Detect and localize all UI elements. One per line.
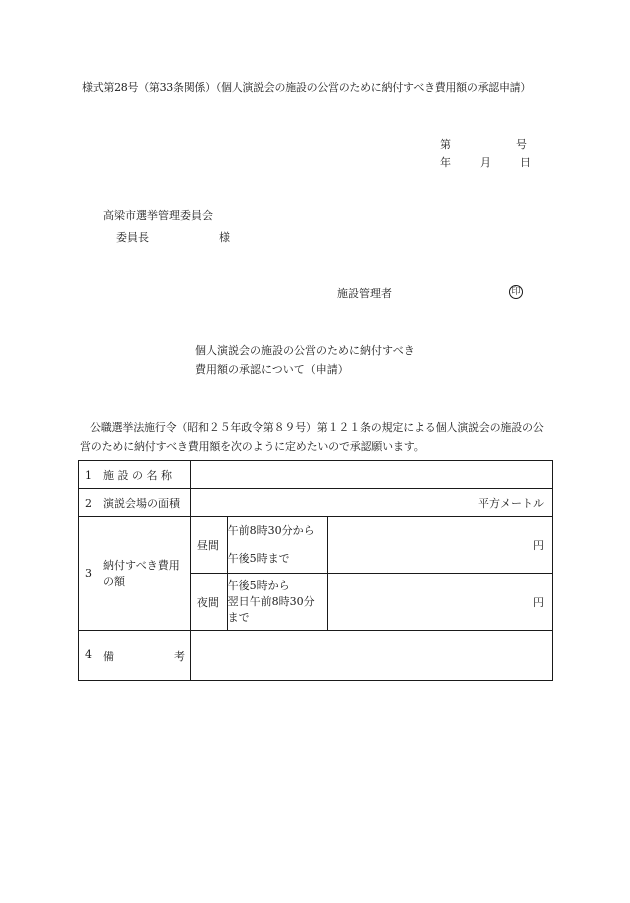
row4-label-cell: [79, 631, 191, 681]
row1-number: 1: [85, 468, 92, 482]
doc-number-prefix: 第: [440, 138, 451, 151]
subject-line-2: 費用額の承認について（申請）: [195, 363, 349, 376]
day-from: 午前8時30分から: [227, 524, 315, 537]
row3-number: 3: [85, 567, 92, 580]
area-unit: 平方メートル: [478, 496, 544, 510]
date-day: 日: [520, 156, 531, 169]
facility-name-value[interactable]: [190, 461, 552, 489]
row4-label-b: 考: [174, 649, 185, 663]
row4-number: 4: [85, 647, 92, 661]
night-time-range: [227, 574, 328, 631]
day-fee-unit: 円: [533, 539, 544, 552]
day-label: 昼間: [190, 517, 227, 574]
row2-label-cell: [79, 489, 191, 517]
document-date: [440, 157, 531, 168]
doc-number-suffix: 号: [516, 138, 527, 151]
night-fee-unit: 円: [533, 596, 544, 609]
remarks-value[interactable]: [190, 631, 552, 681]
date-month: 月: [480, 156, 491, 169]
subject-line-1: 個人演説会の施設の公営のために納付すべき: [195, 344, 415, 357]
addressee-organization: 高梁市選挙管理委員会: [103, 209, 213, 222]
row2-label: 演説会場の面積: [103, 496, 180, 510]
row3-label: 納付すべき費用の額: [103, 558, 180, 588]
table-row-facility-name: [79, 461, 553, 489]
row1-label-cell: [79, 461, 191, 489]
row4-label-a: 備: [103, 649, 114, 663]
addressee-chair: 委員長: [116, 231, 149, 244]
hall-area-value[interactable]: [190, 489, 552, 517]
body-paragraph: 公職選挙法施行令（昭和２５年政令第８９号）第１２１条の規定による個人演説会の施設の公営のために納付すべき費用額を次のように定めたいので承認願います。: [80, 421, 544, 453]
night-label: 夜間: [190, 574, 227, 631]
fee-table: [78, 460, 553, 681]
day-to: 午後5時まで: [227, 552, 290, 565]
seal-mark: 印: [509, 285, 523, 299]
applicant-label: 施設管理者: [337, 287, 392, 300]
addressee-honorific: 様: [219, 231, 230, 244]
row3-label-cell: [79, 517, 191, 631]
table-row-remarks: [79, 631, 553, 681]
night-fee-value[interactable]: [328, 574, 553, 631]
row1-label: 施 設 の 名 称: [103, 468, 172, 482]
form-title: 様式第28号（第33条関係）（個人演説会の施設の公営のために納付すべき費用額の承認申請）: [82, 81, 532, 94]
row2-number: 2: [85, 496, 92, 510]
table-row-hall-area: [79, 489, 553, 517]
day-time-range: [227, 517, 328, 574]
night-to: 翌日午前8時30分まで: [227, 595, 315, 624]
document-number: [440, 139, 527, 150]
night-from: 午後5時から: [227, 579, 290, 592]
table-row-fee-day: [79, 517, 553, 574]
day-fee-value[interactable]: [328, 517, 553, 574]
date-year: 年: [440, 156, 451, 169]
